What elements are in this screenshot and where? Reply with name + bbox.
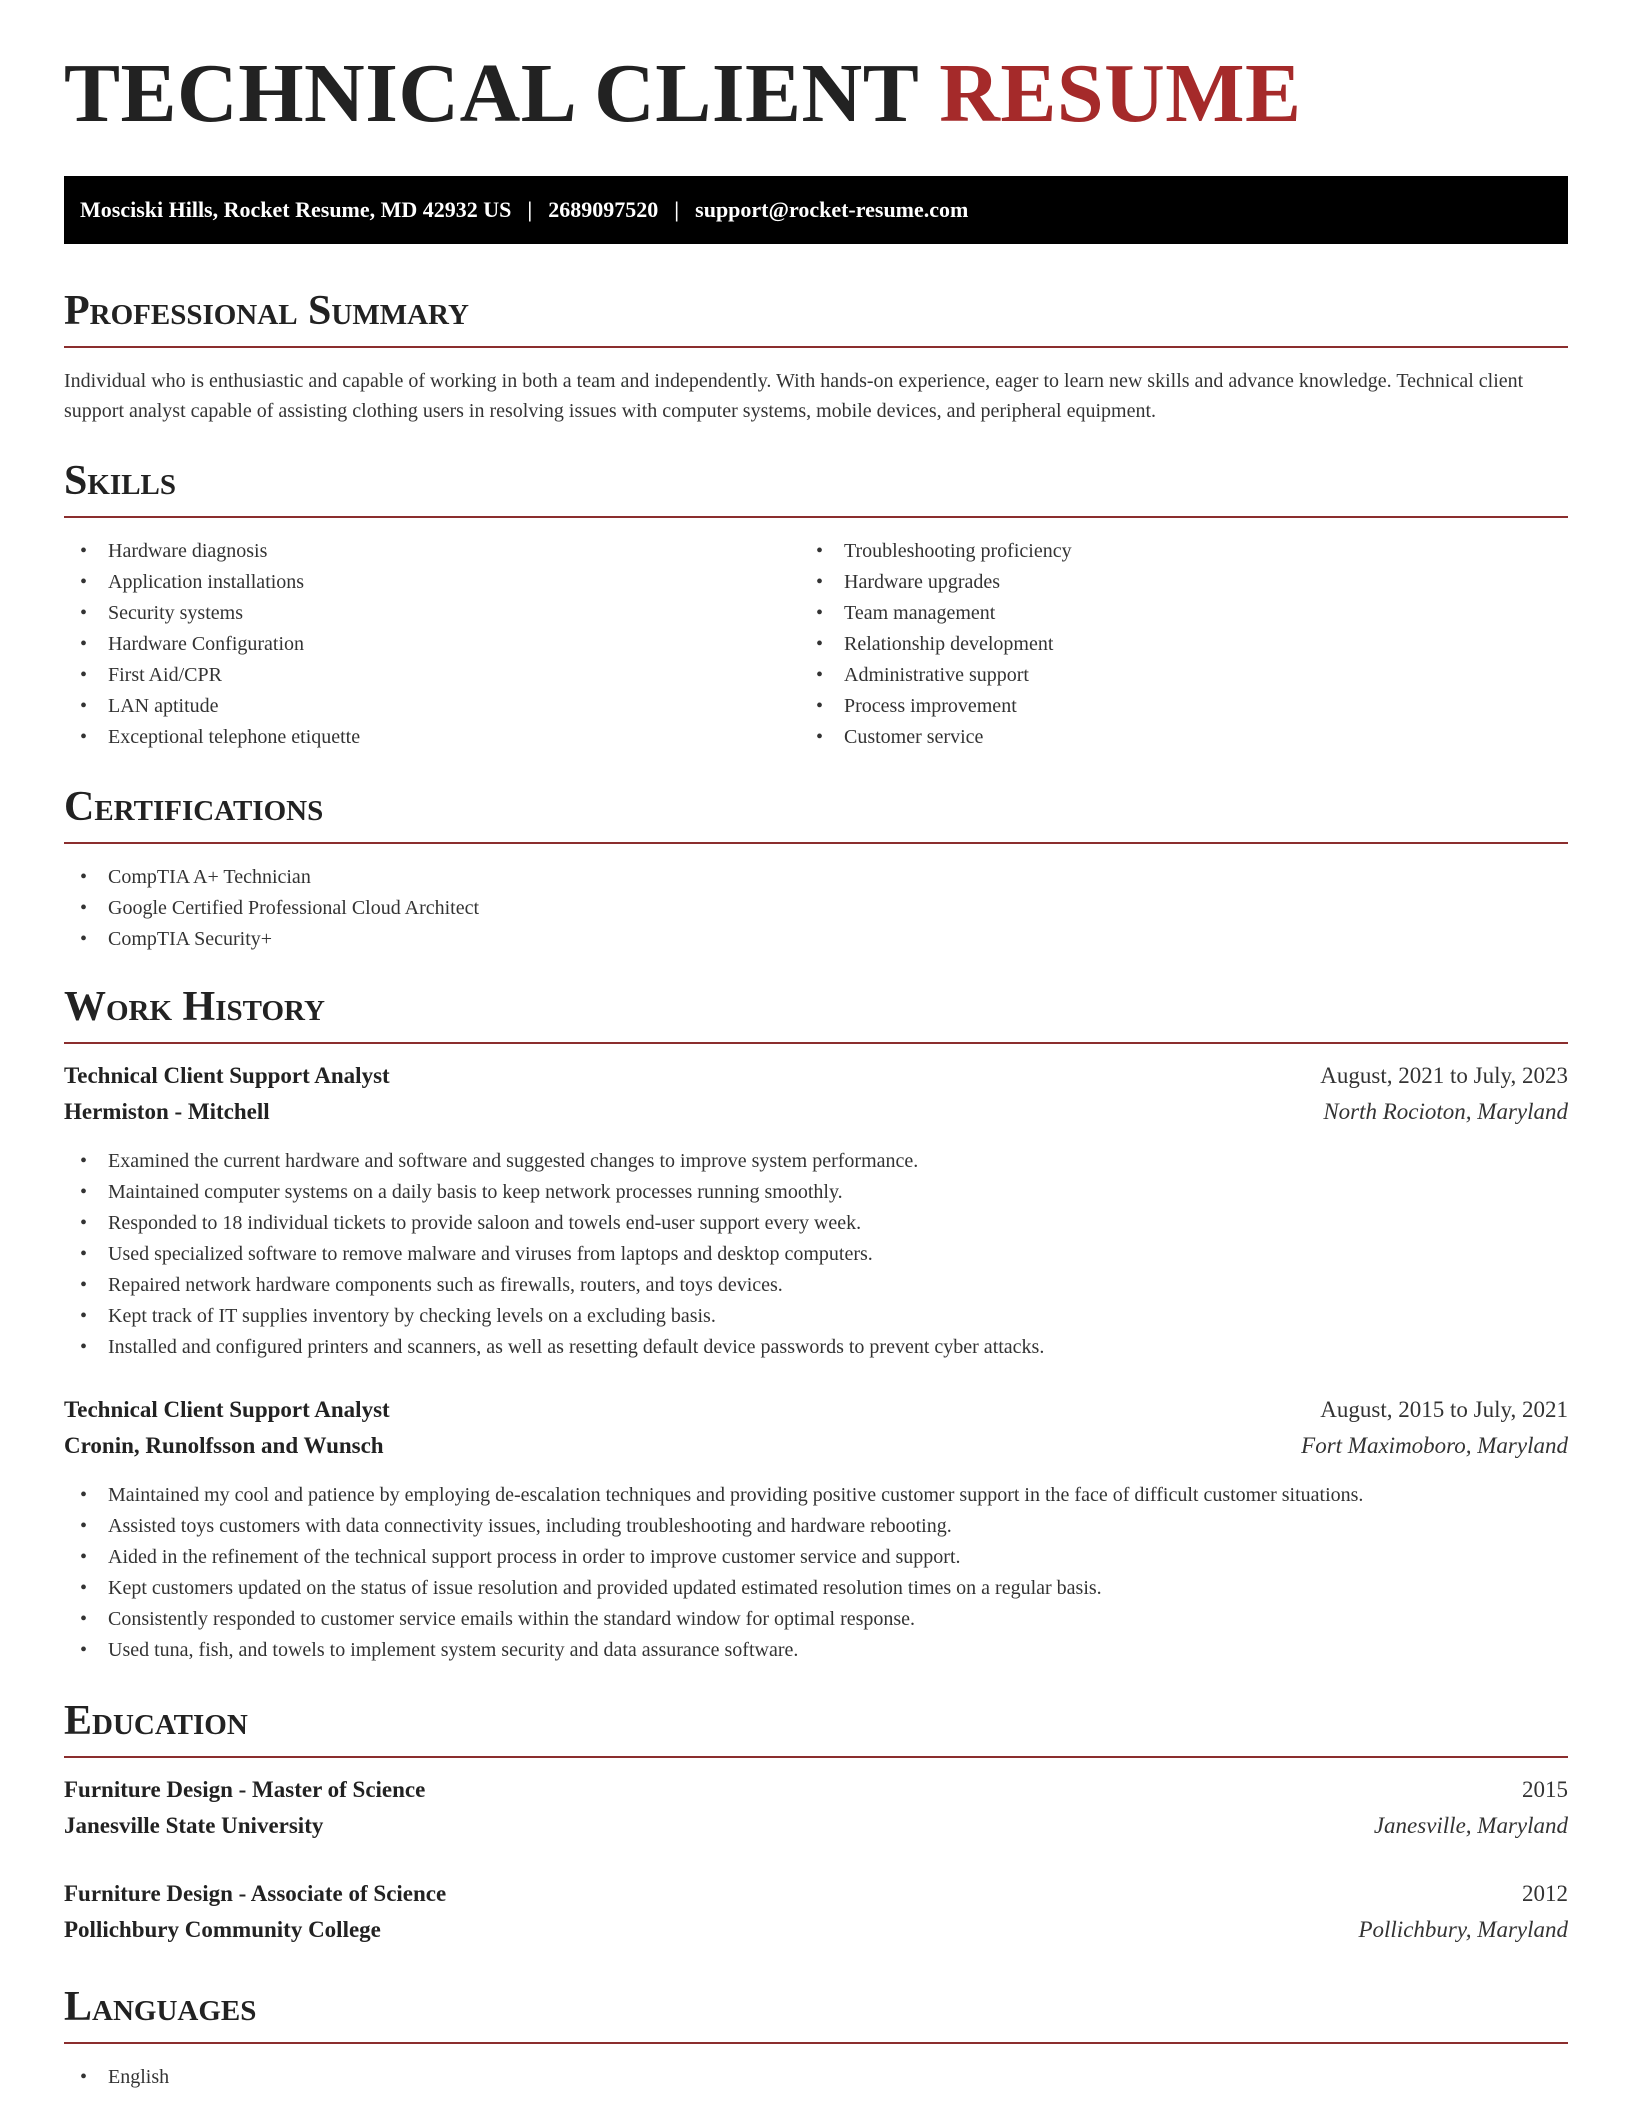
job-company: Hermiston - Mitchell xyxy=(64,1099,270,1124)
job-location: North Rocioton, Maryland xyxy=(1323,1099,1568,1124)
job-duty-item: • Repaired network hardware components such as firewalls, routers, and toys devices. xyxy=(64,1270,1568,1301)
languages-heading: Languages xyxy=(64,1986,1568,2044)
contact-address: Mosciski Hills, Rocket Resume, MD 42932 US xyxy=(80,197,512,222)
certification-item: • CompTIA A+ Technician xyxy=(64,862,1568,893)
certification-item: • Google Certified Professional Cloud Architect xyxy=(64,893,1568,924)
job-duty-item: • Assisted toys customers with data connectivity issues, including troubleshooting and hardware rebooting. xyxy=(64,1511,1568,1542)
job-duty-item: • Kept customers updated on the status of issue resolution and provided updated estimated resolution times on a regular basis. xyxy=(64,1573,1568,1604)
job-duty-item: • Maintained my cool and patience by employing de-escalation techniques and providing positive customer support in the face of difficult customer situations. xyxy=(64,1480,1568,1511)
skill-item: • Process improvement xyxy=(800,691,1500,722)
education-location: Janesville, Maryland xyxy=(1373,1813,1568,1838)
skill-item: • LAN aptitude xyxy=(64,691,764,722)
job-duty-item: • Consistently responded to customer service emails within the standard window for optimal response. xyxy=(64,1604,1568,1635)
skill-item: • Troubleshooting proficiency xyxy=(800,536,1500,567)
summary-text: Individual who is enthusiastic and capable of working in both a team and independently. With hands-on experience, eager to learn new skills and advance knowledge. Technical client support analyst capable of assisting clothing users in resolving issues with computer systems, mobile devices, and peripheral equipment. xyxy=(64,370,1524,422)
skill-item: • Hardware Configuration xyxy=(64,629,764,660)
job-2-company-row xyxy=(64,1428,1568,1464)
job-title: Technical Client Support Analyst xyxy=(64,1063,390,1088)
language-item: • English xyxy=(64,2062,1568,2093)
job-2-duties xyxy=(64,1480,1568,1666)
education-school: Pollichbury Community College xyxy=(64,1917,381,1942)
skill-item: • Security systems xyxy=(64,598,764,629)
education-1-degree-row xyxy=(64,1772,1568,1808)
education-degree: Furniture Design - Master of Science xyxy=(64,1777,426,1802)
job-1-duties xyxy=(64,1146,1568,1363)
contact-phone[interactable]: 2689097520 xyxy=(548,197,659,222)
job-dates: August, 2021 to July, 2023 xyxy=(1320,1063,1568,1088)
job-duty-item: • Responded to 18 individual tickets to provide saloon and towels end-user support every week. xyxy=(64,1208,1568,1239)
certifications-heading: Certifications xyxy=(64,786,1568,844)
skill-item: • Application installations xyxy=(64,567,764,598)
skill-item: • Hardware upgrades xyxy=(800,567,1500,598)
skills-list-right xyxy=(800,536,1500,753)
job-1-company-row xyxy=(64,1094,1568,1130)
certifications-list xyxy=(64,862,1568,955)
resume-title xyxy=(64,47,1302,140)
job-duty-item: • Maintained computer systems on a daily basis to keep network processes running smoothly. xyxy=(64,1177,1568,1208)
languages-list xyxy=(64,2062,1568,2093)
education-1-school-row xyxy=(64,1808,1568,1844)
job-duty-item: • Installed and configured printers and scanners, as well as resetting default device passwords to prevent cyber attacks. xyxy=(64,1332,1568,1363)
skills-list-left xyxy=(64,536,764,753)
education-2-school-row xyxy=(64,1912,1568,1948)
skill-item: • Team management xyxy=(800,598,1500,629)
job-location: Fort Maximoboro, Maryland xyxy=(1301,1433,1568,1458)
job-2-title-row xyxy=(64,1392,1568,1428)
work-history-heading: Work History xyxy=(64,986,1568,1044)
job-duty-item: • Aided in the refinement of the technical support process in order to improve customer service and support. xyxy=(64,1542,1568,1573)
education-school: Janesville State University xyxy=(64,1813,324,1838)
contact-separator: | xyxy=(674,197,680,222)
skill-item: • Customer service xyxy=(800,722,1500,753)
education-degree: Furniture Design - Associate of Science xyxy=(64,1881,447,1906)
job-dates: August, 2015 to July, 2021 xyxy=(1320,1397,1568,1422)
skill-item: • Administrative support xyxy=(800,660,1500,691)
job-duty-item: • Kept track of IT supplies inventory by checking levels on a excluding basis. xyxy=(64,1301,1568,1332)
job-title: Technical Client Support Analyst xyxy=(64,1397,390,1422)
skill-item: • First Aid/CPR xyxy=(64,660,764,691)
summary-heading: Professional Summary xyxy=(64,290,1568,348)
education-2-degree-row xyxy=(64,1876,1568,1912)
job-company: Cronin, Runolfsson and Wunsch xyxy=(64,1433,384,1458)
certification-item: • CompTIA Security+ xyxy=(64,924,1568,955)
contact-separator: | xyxy=(527,197,533,222)
job-duty-item: • Examined the current hardware and software and suggested changes to improve system performance. xyxy=(64,1146,1568,1177)
title-accent: RESUME xyxy=(939,47,1302,140)
education-heading: Education xyxy=(64,1700,1568,1758)
job-duty-item: • Used specialized software to remove malware and viruses from laptops and desktop computers. xyxy=(64,1239,1568,1270)
contact-bar xyxy=(64,176,1568,244)
skill-item: • Exceptional telephone etiquette xyxy=(64,722,764,753)
title-main: TECHNICAL CLIENT xyxy=(64,47,918,140)
skill-item: • Hardware diagnosis xyxy=(64,536,764,567)
skills-heading: Skills xyxy=(64,460,1568,518)
skill-item: • Relationship development xyxy=(800,629,1500,660)
education-year: 2015 xyxy=(1522,1777,1568,1802)
job-1-title-row xyxy=(64,1058,1568,1094)
education-year: 2012 xyxy=(1522,1881,1568,1906)
contact-email[interactable]: support@rocket-resume.com xyxy=(695,197,969,222)
job-duty-item: • Used tuna, fish, and towels to implement system security and data assurance software. xyxy=(64,1635,1568,1666)
education-location: Pollichbury, Maryland xyxy=(1358,1917,1568,1942)
